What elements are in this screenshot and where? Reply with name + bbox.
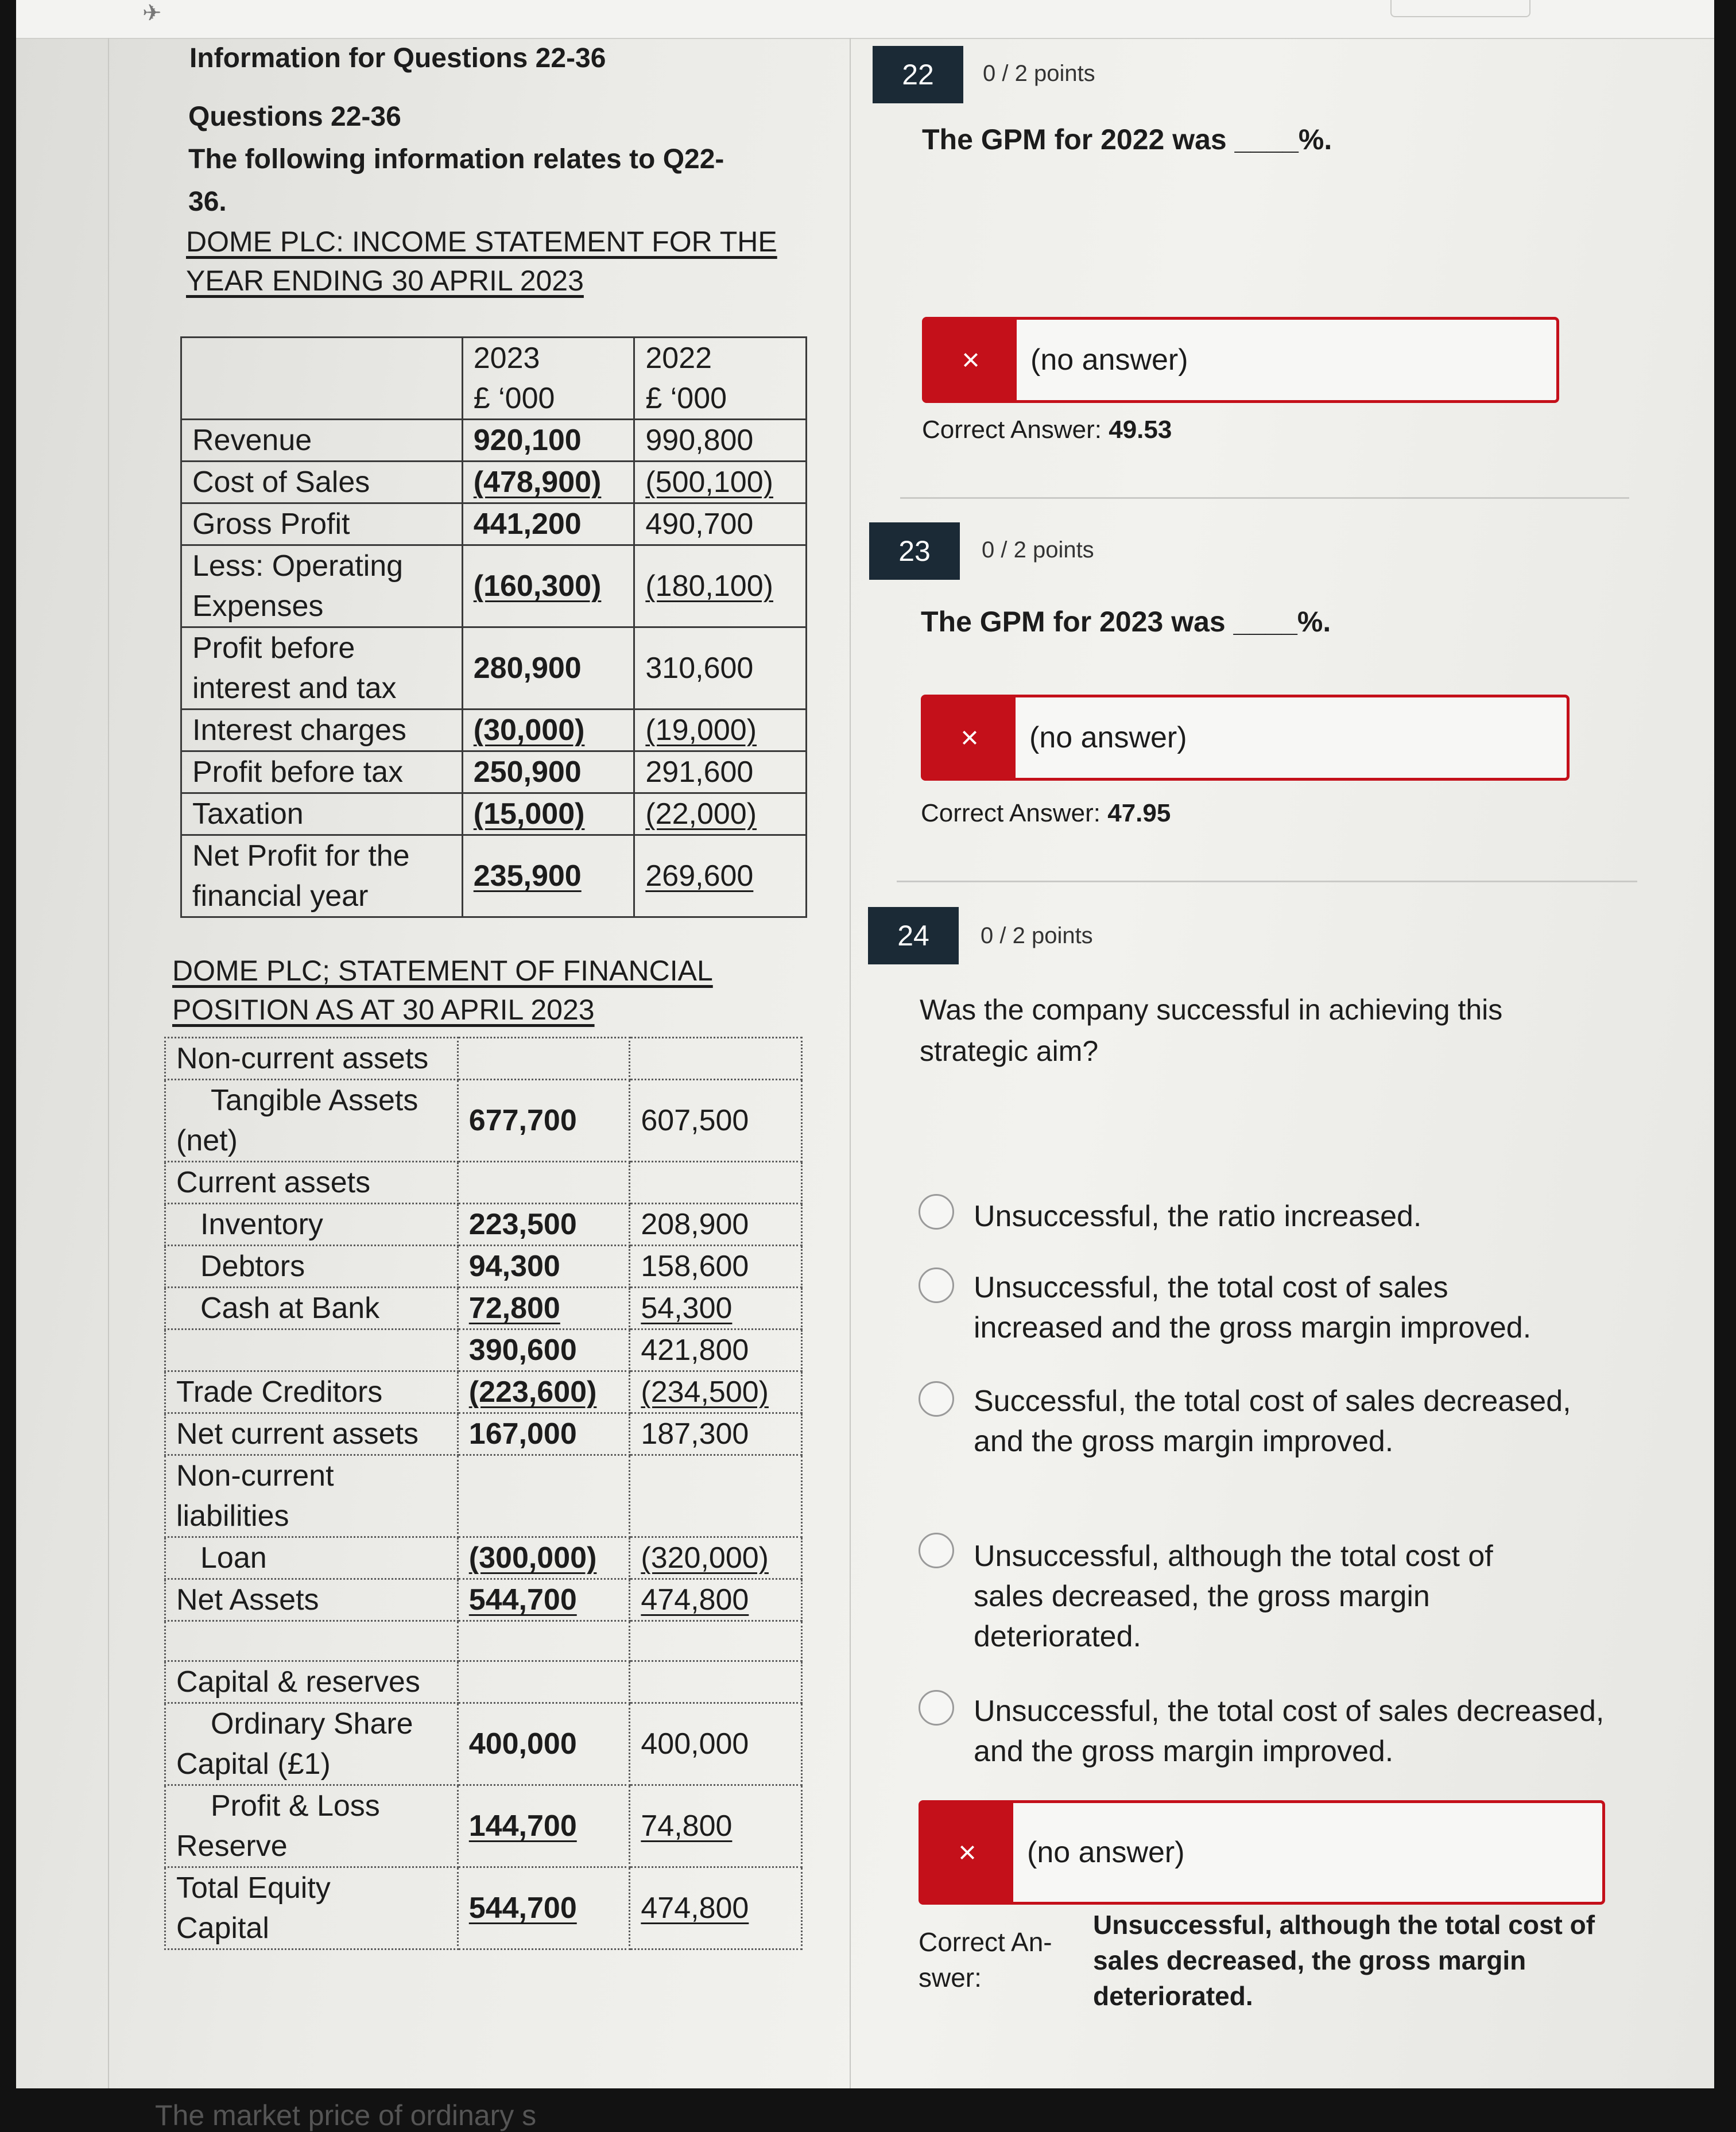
- sofp-row: [165, 1785, 802, 1867]
- correct-value: 49.53: [1109, 416, 1172, 444]
- close-icon: ×: [925, 320, 1017, 400]
- income-statement-title-line2: YEAR ENDING 30 APRIL 2023: [186, 265, 584, 297]
- label-line2: Reserve: [176, 1829, 288, 1863]
- row-label: Trade Creditors: [165, 1371, 458, 1413]
- label-line1: Ordinary Share: [211, 1707, 413, 1741]
- row-label: [165, 1080, 458, 1162]
- value-2023-text: 544,700: [468, 1891, 577, 1925]
- value-2022-text: 990,800: [645, 424, 754, 457]
- top-bar: [16, 0, 1714, 39]
- sofp-row: [165, 1621, 802, 1661]
- row-label: Taxation: [181, 793, 463, 835]
- value-2022-text: (22,000): [645, 797, 757, 831]
- value-2023-text: 250,900: [473, 755, 582, 789]
- value-2023: [462, 793, 634, 835]
- divider: [900, 497, 1629, 499]
- row-label: Capital & reserves: [165, 1661, 458, 1703]
- value-2023-text: (223,600): [468, 1375, 597, 1409]
- sofp-row: [165, 1455, 802, 1537]
- income-row: [181, 793, 807, 835]
- value-2023: [458, 1288, 630, 1329]
- sofp-row: [165, 1703, 802, 1785]
- sofp-row: [165, 1329, 802, 1371]
- option-3-radio[interactable]: [919, 1381, 954, 1417]
- value-2023-text: (30,000): [473, 714, 585, 747]
- questions-heading: Questions 22-36: [188, 102, 401, 132]
- label-line2: Capital (£1): [176, 1747, 331, 1781]
- value-2023: [458, 1579, 630, 1621]
- label-line1: Profit & Loss: [211, 1789, 380, 1823]
- value-2022: [630, 1080, 802, 1162]
- value-2022-text: (500,100): [645, 466, 773, 499]
- sofp-title-line2: POSITION AS AT 30 APRIL 2023: [172, 994, 595, 1026]
- sofp-row: [165, 1288, 802, 1329]
- question-22-points: 0 / 2 points: [983, 61, 1095, 86]
- question-22-number: 22: [873, 46, 963, 103]
- value-2023-text: (160,300): [473, 569, 602, 603]
- value-2023: [458, 1785, 630, 1867]
- income-header-row: [181, 338, 807, 420]
- value-2023: [458, 1537, 630, 1579]
- close-icon: ×: [921, 1803, 1013, 1902]
- label-line2: Capital: [176, 1912, 269, 1945]
- value-2022: [630, 1288, 802, 1329]
- value-2023-text: 94,300: [468, 1250, 560, 1283]
- income-row: [181, 710, 807, 751]
- income-row: [181, 627, 807, 710]
- value-2023-text: 920,100: [473, 424, 582, 457]
- value-2022: [634, 462, 807, 503]
- question-24-answer-box: [919, 1800, 1605, 1905]
- value-2023-text: 544,700: [468, 1583, 577, 1617]
- toolbar-button[interactable]: [1390, 0, 1530, 17]
- value-2022: [634, 710, 807, 751]
- value-2023-text: 235,900: [473, 859, 582, 893]
- value-2023: [458, 1329, 630, 1371]
- value-2022: [630, 1703, 802, 1785]
- correct-label: Correct Answer:: [921, 799, 1100, 827]
- row-label: [181, 627, 463, 710]
- option-3-label[interactable]: Successful, the total cost of sales decreased, and the gross margin improved.: [974, 1385, 1571, 1458]
- option-5-radio[interactable]: [919, 1690, 954, 1726]
- value-2023: [462, 710, 634, 751]
- value-2023-text: 167,000: [468, 1417, 577, 1451]
- row-label: [181, 545, 463, 627]
- income-row: [181, 751, 807, 793]
- value-2022: [634, 835, 807, 917]
- value-2022-text: 474,800: [641, 1891, 749, 1925]
- header-2023: 2023: [473, 342, 540, 375]
- app-window: [16, 0, 1714, 2131]
- question-23-text: The GPM for 2023 was ____%.: [921, 606, 1331, 638]
- row-label: Debtors: [165, 1246, 458, 1288]
- label-line1: Profit before: [192, 631, 355, 665]
- value-2022: [630, 1785, 802, 1867]
- value-2022: [630, 1329, 802, 1371]
- label-line1: Less: Operating: [192, 549, 404, 583]
- question-23-points: 0 / 2 points: [982, 537, 1094, 563]
- option-1-label[interactable]: Unsuccessful, the ratio increased.: [974, 1200, 1422, 1233]
- value-2023: [462, 627, 634, 710]
- value-2022: [630, 1413, 802, 1455]
- value-2022-text: (320,000): [641, 1541, 769, 1575]
- value-2022: [634, 503, 807, 545]
- sofp-row: [165, 1579, 802, 1621]
- value-2023: [458, 1038, 630, 1080]
- sofp-row: [165, 1537, 802, 1579]
- value-2023: [458, 1162, 630, 1204]
- option-5-label[interactable]: Unsuccessful, the total cost of sales decreased, and the gross margin improved.: [974, 1695, 1605, 1768]
- question-23-answer-box: [921, 695, 1570, 781]
- header-2022: 2022: [645, 342, 712, 375]
- questions-panel: [866, 38, 1623, 2088]
- row-label: [165, 1785, 458, 1867]
- option-4-label[interactable]: Unsuccessful, although the total cost of sales decreased, the gross margin deteriorated.: [974, 1540, 1493, 1653]
- row-label: Cash at Bank: [165, 1288, 458, 1329]
- financial-position-table: [164, 1037, 803, 1950]
- value-2023: [458, 1621, 630, 1661]
- value-2022: [630, 1162, 802, 1204]
- value-2023: [462, 462, 634, 503]
- row-label: [165, 1455, 458, 1537]
- label-line2: Expenses: [192, 590, 324, 623]
- value-2023-text: 223,500: [468, 1208, 577, 1241]
- value-2022: [634, 751, 807, 793]
- question-22-text: The GPM for 2022 was ____%.: [922, 123, 1332, 156]
- value-2022: [630, 1038, 802, 1080]
- value-2023-text: (478,900): [473, 466, 602, 499]
- value-2023-text: 390,600: [468, 1334, 577, 1367]
- sofp-row: [165, 1246, 802, 1288]
- row-label: Gross Profit: [181, 503, 463, 545]
- value-2022: [630, 1621, 802, 1661]
- value-2023: [458, 1204, 630, 1246]
- question-24-points: 0 / 2 points: [981, 923, 1093, 948]
- value-2023: [458, 1703, 630, 1785]
- sofp-row: [165, 1080, 802, 1162]
- sofp-row: [165, 1413, 802, 1455]
- value-2022-text: 158,600: [641, 1250, 749, 1283]
- question-24-answer: (no answer): [1027, 1836, 1185, 1869]
- relates-text-line2: 36.: [188, 187, 227, 217]
- label-line2: interest and tax: [192, 672, 397, 705]
- label-line1: Total Equity: [176, 1871, 331, 1905]
- value-2022: [630, 1661, 802, 1703]
- row-label: [165, 1867, 458, 1949]
- sofp-row: [165, 1162, 802, 1204]
- correct-value: 47.95: [1107, 799, 1171, 827]
- value-2022: [630, 1537, 802, 1579]
- correct-label: Correct Answer:: [922, 416, 1102, 444]
- question-24-correct-label: Correct An- swer:: [919, 1927, 1052, 1993]
- value-2022-text: 291,600: [645, 755, 754, 789]
- row-label: Profit before tax: [181, 751, 463, 793]
- value-2023-text: 400,000: [468, 1727, 577, 1761]
- income-row: [181, 462, 807, 503]
- income-row: [181, 835, 807, 917]
- value-2022-text: 490,700: [645, 507, 754, 541]
- sofp-row: [165, 1867, 802, 1949]
- sofp-row: [165, 1371, 802, 1413]
- row-label: [165, 1621, 458, 1661]
- value-2022: [630, 1455, 802, 1537]
- value-2023-text: 441,200: [473, 507, 582, 541]
- value-2022: [634, 627, 807, 710]
- information-panel: [108, 38, 851, 2131]
- value-2023: [462, 835, 634, 917]
- info-heading: Information for Questions 22-36: [189, 43, 606, 73]
- sofp-row: [165, 1661, 802, 1703]
- value-2023: [458, 1661, 630, 1703]
- value-2022: [634, 793, 807, 835]
- row-label: Revenue: [181, 420, 463, 462]
- unit-2022: £ ‘000: [645, 382, 727, 415]
- value-2022-text: 310,600: [645, 652, 754, 685]
- question-22-answer-box: [922, 317, 1559, 403]
- label-line2: liabilities: [176, 1499, 289, 1533]
- value-2022-text: 54,300: [641, 1292, 733, 1325]
- question-22-answer: (no answer): [1030, 343, 1188, 377]
- label-line1: Non-current: [176, 1459, 334, 1493]
- question-24-text-line2: strategic aim?: [920, 1035, 1099, 1067]
- value-2022-text: (234,500): [641, 1375, 769, 1409]
- value-2022-text: 269,600: [645, 859, 754, 893]
- row-label: [165, 1329, 458, 1371]
- question-24-number: 24: [868, 907, 959, 964]
- value-2023: [462, 420, 634, 462]
- option-4-radio[interactable]: [919, 1533, 954, 1568]
- value-2023: [462, 545, 634, 627]
- question-23-answer: (no answer): [1029, 721, 1187, 754]
- value-2022: [630, 1579, 802, 1621]
- label-line1: Tangible Assets: [211, 1084, 418, 1117]
- value-2023-text: 72,800: [468, 1292, 560, 1325]
- row-label: Current assets: [165, 1162, 458, 1204]
- value-2023-text: (300,000): [468, 1541, 597, 1575]
- label-line2: (net): [176, 1124, 238, 1157]
- value-2022-text: 474,800: [641, 1583, 749, 1617]
- value-2023-text: 280,900: [473, 652, 582, 685]
- question-23-correct: [921, 799, 1171, 828]
- cutoff-text: The market price of ordinary s: [155, 2099, 537, 2131]
- income-row: [181, 503, 807, 545]
- question-24-text-line1: Was the company successful in achieving this: [920, 994, 1503, 1026]
- question-22-correct: [922, 416, 1172, 444]
- label-line2: financial year: [192, 879, 369, 913]
- value-2022-text: 74,800: [641, 1809, 733, 1843]
- row-label: Net Assets: [165, 1579, 458, 1621]
- relates-text-line1: The following information relates to Q22-: [188, 144, 724, 175]
- income-row: [181, 545, 807, 627]
- value-2022: [634, 420, 807, 462]
- row-label: Cost of Sales: [181, 462, 463, 503]
- value-2023: [458, 1371, 630, 1413]
- value-2023: [462, 751, 634, 793]
- row-label: Net current assets: [165, 1413, 458, 1455]
- close-icon: ×: [924, 697, 1016, 778]
- label-line1: Net Profit for the: [192, 839, 410, 873]
- option-1-radio[interactable]: [919, 1194, 954, 1230]
- value-2022: [634, 545, 807, 627]
- option-2-radio[interactable]: [919, 1267, 954, 1303]
- row-label: Inventory: [165, 1204, 458, 1246]
- row-label: [181, 835, 463, 917]
- sofp-title-line1: DOME PLC; STATEMENT OF FINANCIAL: [172, 955, 713, 987]
- value-2022-text: 421,800: [641, 1334, 749, 1367]
- sofp-row: [165, 1204, 802, 1246]
- value-2022: [630, 1867, 802, 1949]
- sofp-row: [165, 1038, 802, 1080]
- value-2023-text: (15,000): [473, 797, 585, 831]
- value-2023: [458, 1413, 630, 1455]
- value-2023: [458, 1080, 630, 1162]
- question-23-number: 23: [869, 522, 960, 580]
- value-2022: [630, 1371, 802, 1413]
- toolbar-logo-icon: ✈: [142, 1, 162, 26]
- value-2023-text: 144,700: [468, 1809, 577, 1843]
- income-row: [181, 420, 807, 462]
- value-2023-text: 677,700: [468, 1104, 577, 1137]
- value-2022: [630, 1204, 802, 1246]
- value-2023: [458, 1246, 630, 1288]
- value-2023: [458, 1867, 630, 1949]
- question-24-correct-value: Unsuccessful, although the total cost of sales decreased, the gross margin deteriorated.: [1093, 1910, 1595, 2011]
- value-2022-text: (180,100): [645, 569, 773, 603]
- value-2022: [630, 1246, 802, 1288]
- option-2-label[interactable]: Unsuccessful, the total cost of sales increased and the gross margin improved.: [974, 1271, 1532, 1344]
- income-statement-table: [180, 336, 807, 918]
- row-label: Loan: [165, 1537, 458, 1579]
- divider: [897, 881, 1637, 882]
- value-2022-text: 607,500: [641, 1104, 749, 1137]
- row-label: Interest charges: [181, 710, 463, 751]
- value-2022-text: (19,000): [645, 714, 757, 747]
- unit-2023: £ ‘000: [473, 382, 555, 415]
- row-label: [165, 1703, 458, 1785]
- income-statement-title-line1: DOME PLC: INCOME STATEMENT FOR THE: [186, 226, 777, 258]
- row-label: Non-current assets: [165, 1038, 458, 1080]
- value-2022-text: 400,000: [641, 1727, 749, 1761]
- value-2023: [458, 1455, 630, 1537]
- value-2023: [462, 503, 634, 545]
- value-2022-text: 208,900: [641, 1208, 749, 1241]
- value-2022-text: 187,300: [641, 1417, 749, 1451]
